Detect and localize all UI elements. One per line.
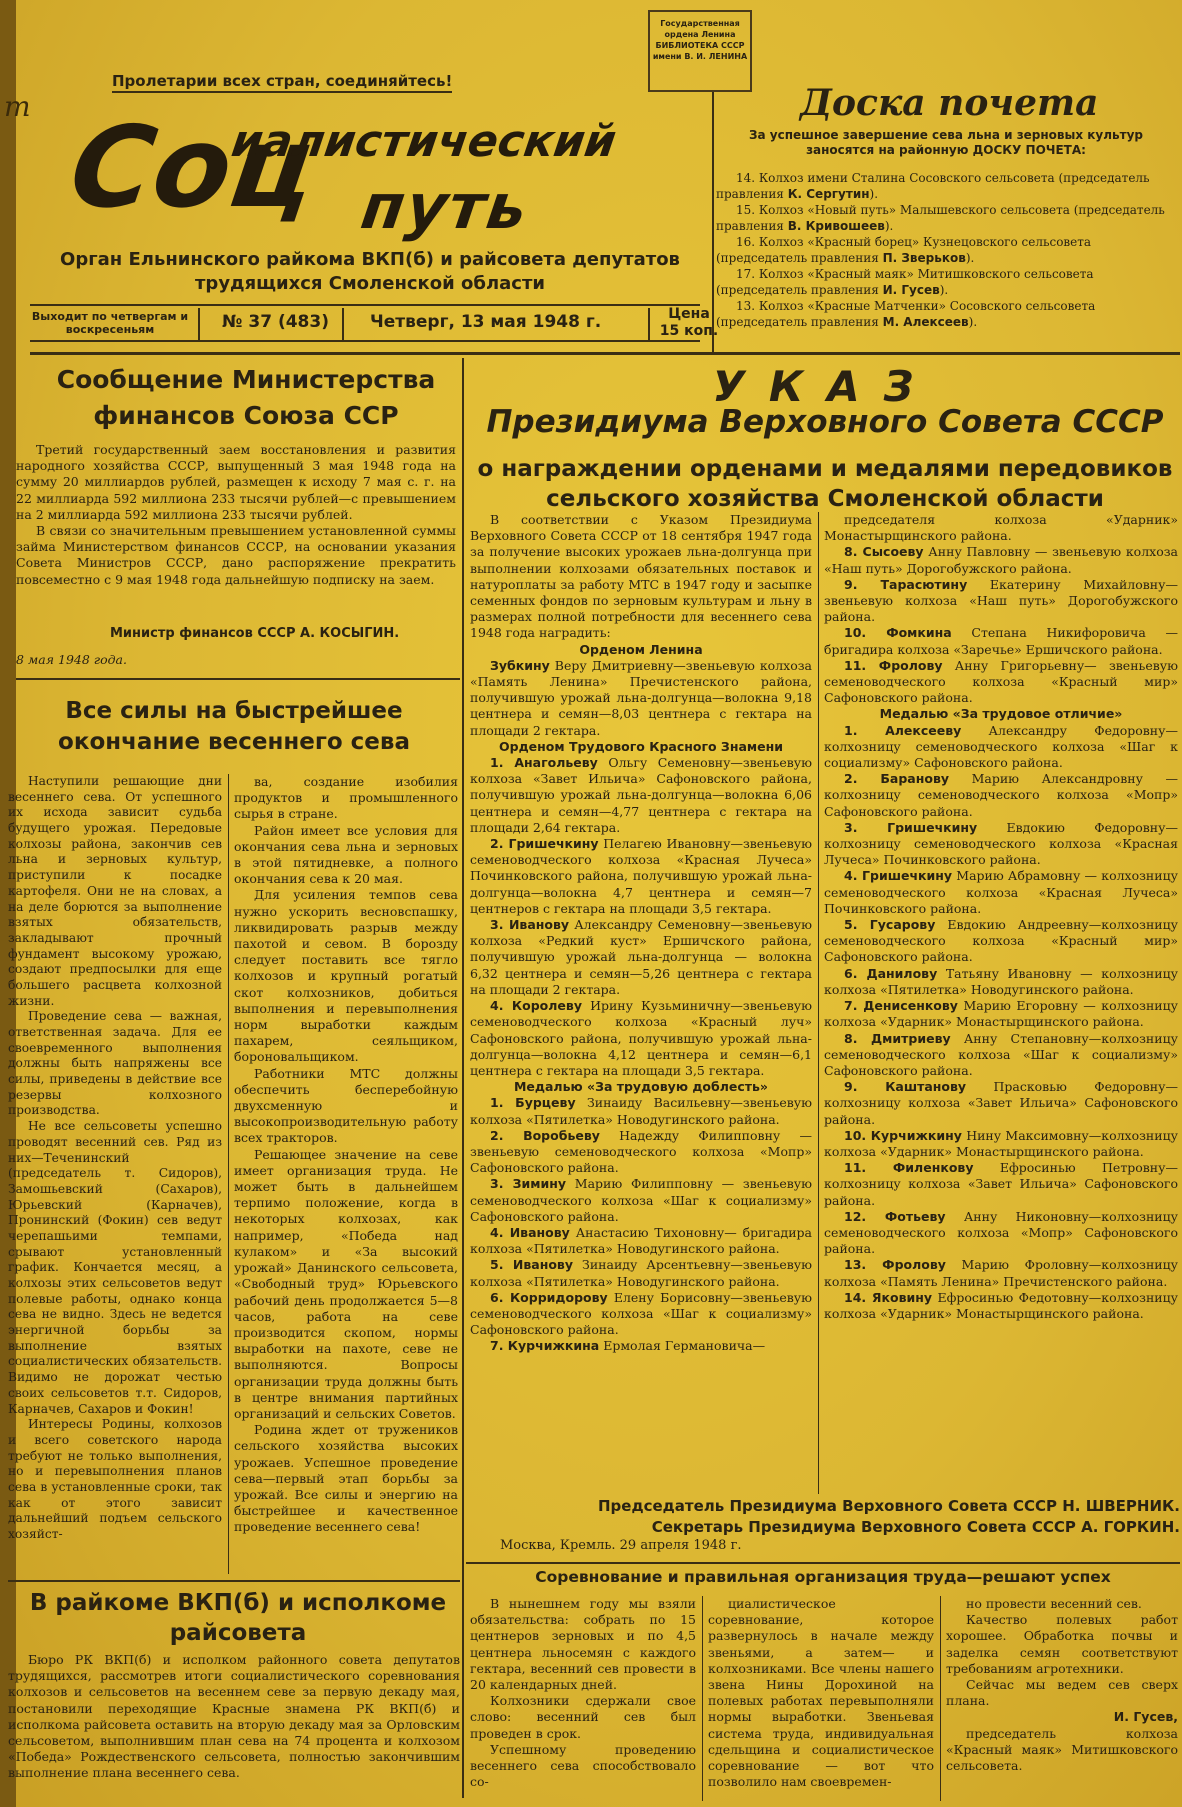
sowing-paragraph: ва, создание изобилия продуктов и промышленного сырья в стране.: [234, 774, 458, 822]
raikom-headline: В райкоме ВКП(б) и исполкоме райсовета: [29, 1590, 447, 1646]
ukaz-column-2: [824, 512, 1178, 1322]
award-entry: 3. Иванову Александру Семеновну—звеньевую колхоза «Редкий куст» Ершичского района, получившую урожай льна-долгунца — волокна 6,32 центнера и семян—5,26 центнера с гектара на площади 2 гектара.: [470, 917, 813, 997]
ukaz-title: УКАЗ: [712, 362, 938, 411]
awardee-name: 12. Фотьеву: [844, 1208, 946, 1224]
award-heading: Медалью «За трудовое отличие»: [879, 706, 1123, 722]
award-entry: 1. Алексееву Александру Федоровну—колхозницу семеноводческого колхоза «Шаг к социализму» Сафоновского района.: [824, 722, 1178, 771]
issue-number: № 37 (483): [222, 312, 329, 332]
chairman-name: И. Гусев: [882, 283, 940, 297]
award-entry: 9. Каштанову Прасковью Федоровну—колхозницу колхоза «Завет Ильича» Сафоновского района.: [824, 1079, 1178, 1127]
library-stamp: Государственная ордена Ленина БИБЛИОТЕКА СССР имени В. И. ЛЕНИНА: [648, 10, 752, 92]
section-divider: [8, 1580, 460, 1582]
sowing-paragraph: Район имеет все условия для окончания сева льна и зерновых в этой пятидневке, а полного окончания сева к 20 мая.: [234, 822, 458, 887]
awardee-name: 8. Дмитриеву: [844, 1030, 951, 1046]
raikom-text: [8, 1652, 460, 1782]
honor-board-title: Доска почета: [800, 82, 1099, 124]
award-entry: 3. Гришечкину Евдокию Федоровну—колхозницу семеноводческого колхоза «Красная Лучеса» Починковского района.: [824, 819, 1178, 868]
awardee-name: 3. Зимину: [490, 1176, 566, 1192]
column-rule: [940, 1596, 941, 1801]
sowing-headline: Все силы на быстрейшее окончание весеннего сева: [58, 698, 410, 755]
award-entry: 4. Гришечкину Марию Абрамовну — колхозницу семеноводческого колхоза «Красная Лучеса» Починковского района.: [824, 868, 1178, 916]
ukaz-place-date: Москва, Кремль. 29 апреля 1948 г.: [500, 1538, 742, 1553]
sowing-paragraph: Работники МТС должны обеспечить бесперебойную двухсменную и высокопроизводительную работу всех тракторов.: [234, 1065, 458, 1146]
ukaz-column-1: [470, 512, 812, 1355]
award-entry: 4. Королеву Ирину Кузьминичну—звеньевую семеноводческого колхоза «Красный луч» Сафоновского района, получившую урожай льна-долгунца—волокна 4,12 центнера и семян—6,1 центнера с гектара на площади 3,5 гектара.: [470, 998, 812, 1078]
award-heading: Орденом Трудового Красного Знамени: [499, 738, 783, 754]
awardee-name: 4. Королеву: [490, 998, 582, 1014]
awardee-name: 4. Иванову: [490, 1224, 570, 1240]
award-entry: 14. Яковину Ефросинью Федотовну—колхозницу колхоза «Ударник» Монастырщинского района.: [824, 1289, 1178, 1321]
award-entry: 4. Иванову Анастасию Тихоновну— бригадира колхоза «Пятилетка» Новодугинского района.: [470, 1224, 812, 1257]
signature-chairman: Председатель Президиума Верховного Совета СССР Н. ШВЕРНИК.: [598, 1497, 1180, 1515]
motto: Пролетарии всех стран, соединяйтесь!: [112, 72, 452, 93]
awardee-name: 10. Фомкина: [844, 625, 952, 641]
awardee-name: 1. Бурцеву: [490, 1095, 576, 1111]
awardee-name: 1. Анагольеву: [490, 755, 598, 771]
awardee-name: 5. Гусарову: [844, 917, 936, 933]
awardee-name: 9. Тарасютину: [844, 576, 968, 592]
award-entry: 10. Курчижкину Нину Максимовну—колхозницу колхоза «Ударник» Монастырщинского района.: [824, 1127, 1178, 1159]
sorev-paragraph: Качество полевых работ хорошее. Обработка почвы и заделка семян соответствуют требованиям агротехники.: [946, 1612, 1178, 1676]
award-entry: 2. Воробьеву Надежду Филипповну — звеньевую семеноводческого колхоза «Мопр» Сафоновского района.: [470, 1127, 812, 1176]
sorev-author-role: председатель колхоза «Красный маяк» Митишковского сельсовета.: [946, 1725, 1178, 1774]
award-entry: 1. Анагольеву Ольгу Семеновну—звеньевую колхоза «Завет Ильича» Сафоновского района, получившую урожай льна-долгунца—волокна 6,06 центнера и семян—4,77 центнера с гектара на площади 2,64 гектара.: [470, 755, 812, 835]
awardee-name: 8. Сысоеву: [844, 544, 924, 560]
sowing-paragraph: Родина ждет от тружеников сельского хозяйства высоких урожаев. Успешное проведение сева—первый этап борьбы за урожай. Все силы и энергию на быстрейшее и качественное проведение весеннего сева!: [234, 1422, 458, 1535]
award-entry: 9. Тарасютину Екатерину Михайловну—звеньевую колхоза «Наш путь» Дорогобужского района.: [824, 576, 1178, 625]
award-entry: 11. Фролову Анну Григорьевну— звеньевую семеноводческого колхоза «Красный мир» Сафоновского района.: [824, 657, 1178, 706]
award-entry: 3. Зимину Марию Филипповну — звеньевую семеноводческого колхоза «Шаг к социализму» Сафоновского района.: [470, 1176, 812, 1224]
chairman-name: В. Кривошеев: [787, 219, 885, 233]
column-rule: [228, 774, 229, 1574]
awardee-name: 10. Курчижкину: [844, 1127, 962, 1143]
publication-days: Выходит по четвергам и воскресеньям: [31, 310, 189, 336]
award-entry: 7. Курчижкина Ермолая Германовича—: [490, 1338, 766, 1354]
awardee-name: 9. Каштанову: [844, 1079, 967, 1095]
issue-date: Четверг, 13 мая 1948 г.: [370, 312, 602, 332]
honor-entry: 14. Колхоз имени Сталина Сосовского сельсовета (председатель правления К. Сергутин).: [716, 171, 1150, 201]
sorev-paragraph: Колхозники сдержали свое слово: весенний сев был проведен в срок.: [470, 1693, 696, 1741]
awardee-name: 6. Корридорову: [490, 1289, 608, 1305]
award-entry: 10. Фомкина Степана Никифоровича — бригадира колхоза «Заречье» Ершичского района.: [824, 625, 1178, 657]
awardee-name: 3. Иванову: [490, 917, 570, 933]
sorev-paragraph: циалистическое соревнование, которое развернулось в начале между звеньями, а затем— и колхозниками. Все члены нашего звена Нины Дорохиной на полевых работах перевыполняли нормы выработки. Звеньевая система труда, индивидуальная сдельщина и социалистическое соревнование — вот что позволило нам своевремен-: [708, 1596, 934, 1790]
award-heading: Орденом Ленина: [579, 641, 703, 657]
honor-entry: 16. Колхоз «Красный борец» Кузнецовского сельсовета (председатель правления П. Зверьков).: [716, 235, 1092, 265]
sorev-column-3: [946, 1596, 1178, 1774]
awardee-name: 2. Баранову: [844, 771, 950, 787]
award-entry: 6. Данилову Татьяну Ивановну — колхозницу колхоза «Пятилетка» Новодугинского района.: [824, 965, 1178, 997]
ministry-text: [16, 442, 456, 588]
info-separator: [648, 308, 650, 340]
sorev-paragraph: Успешному проведению весеннего сева способствовало со-: [470, 1741, 696, 1790]
column-rule: [702, 1596, 703, 1801]
chairman-name: М. Алексеев: [882, 315, 969, 329]
ukaz-signatures: [480, 1496, 1180, 1538]
award-entry: 6. Корридорову Елену Борисовну—звеньевую семеноводческого колхоза «Шаг к социализму» Сафоновского района.: [470, 1289, 812, 1338]
awardee-name: 14. Яковину: [844, 1289, 933, 1305]
award-entry: 1. Бурцеву Зинаиду Васильевну—звеньевую колхоза «Пятилетка» Новодугинского района.: [470, 1095, 812, 1127]
sowing-column-2: [234, 774, 458, 1536]
main-column-rule: [462, 358, 464, 1798]
ministry-signature: Министр финансов СССР А. КОСЫГИН.: [110, 626, 400, 641]
award-entry: 13. Фролову Марию Фроловну—колхозницу колхоза «Память Ленина» Пречистенского района.: [824, 1257, 1178, 1289]
award-entry: председателя колхоза «Ударник» Монастырщинского района.: [824, 512, 1178, 544]
awardee-name: 2. Гришечкину: [490, 836, 599, 852]
awardee-name: 4. Гришечкину: [844, 868, 953, 884]
awardee-name: 11. Филенкову: [844, 1160, 974, 1176]
info-separator: [342, 308, 344, 340]
awardee-name: 7. Курчижкина: [490, 1338, 600, 1354]
award-entry: 8. Сысоеву Анну Павловну — звеньевую колхоза «Наш путь» Дорогобужского района.: [824, 544, 1178, 576]
sorev-column-1: [470, 1596, 696, 1790]
ministry-paragraph: Третий государственный заем восстановления и развития народного хозяйства СССР, выпущенный 3 мая 1948 года на сумму 20 миллиардов рублей, размещен к исходу 7 мая с. г. на 22 миллиарда 592 миллиона 233 тысячи рублей—с превышением на 2 миллиарда 592 миллиона 233 тысячи рублей.: [16, 442, 456, 522]
signature-secretary: Секретарь Президиума Верховного Совета СССР А. ГОРКИН.: [651, 1518, 1180, 1536]
awardee-name: 13. Фролову: [844, 1257, 946, 1273]
masthead-initial: Соц: [62, 103, 324, 233]
column-rule: [818, 512, 819, 1494]
award-entry: 2. Гришечкину Пелагею Ивановну—звеньевую семеноводческого колхоза «Красная Лучеса» Починковского района, получившую урожай льна-долгунца—волокна 4,7 центнера и семян—7 центнеров с гектара на площади 3,5 гектара.: [470, 836, 812, 916]
honor-entry: 13. Колхоз «Красные Матченки» Сосовского сельсовета (председатель правления М. Алексеев).: [716, 299, 1096, 329]
honor-entry: 15. Колхоз «Новый путь» Малышевского сельсовета (председатель правления В. Кривошеев).: [716, 203, 1165, 233]
sorev-paragraph: Сейчас мы ведем сев сверх плана.: [946, 1677, 1178, 1709]
chairman-name: К. Сергутин: [787, 187, 870, 201]
masthead: [62, 103, 652, 254]
organ-line: Орган Ельнинского райкома ВКП(б) и райсовета депутатов трудящихся Смоленской области: [60, 249, 680, 294]
masthead-title-bottom: путь: [356, 170, 534, 243]
award-heading: Медалью «За трудовую доблесть»: [513, 1079, 769, 1095]
sowing-paragraph: Наступили решающие дни весеннего сева. От успешного их исхода зависит судьба будущего урожая. Передовые колхозы района, закончив сев льна и зерновых культур, приступили к посадке картофеля. Они не на словах, а на деле борются за выполнение взятых обязательств, закладывают прочный фундамент высокому урожаю, создают предпосылки для еще большего расцвета колхозной жизни.: [8, 774, 222, 1008]
spine-letter: т: [4, 90, 31, 123]
award-entry: 12. Фотьеву Анну Никоновну—колхозницу семеноводческого колхоза «Мопр» Сафоновского района.: [824, 1208, 1179, 1257]
sowing-paragraph: Решающее значение на севе имеет организация труда. Не может быть в дальнейшем терпимо положение, когда в некоторых колхозах, как например, «Победа над кулаком» и «За высокий урожай» Данинского сельсовета, «Свободный труд» Юрьевского рабочий день продолжается 5—8 часов, работа на севе производится скопом, нормы выработки на пахоте, севе не выполняются. Вопросы организации труда должны быть в центре внимания партийных организаций и сельских Советов.: [234, 1146, 458, 1421]
awardee-name: Зубкину: [490, 657, 550, 673]
awardee-name: 2. Воробьеву: [490, 1127, 600, 1143]
section-divider: [466, 1562, 1180, 1564]
award-entry: Зубкину Веру Дмитриевну—звеньевую колхоза «Память Ленина» Пречистенского района, получившую урожай льна-долгунца—волокна 9,18 центнера и семян—8,03 центнера с гектара на площади 2 гектара.: [470, 657, 812, 738]
sorev-column-2: [708, 1596, 934, 1790]
sowing-paragraph: Интересы Родины, колхозов и всего советского народа требуют не только выполнения, но и перевыполнения планов сева в установленные сроки, так как от этого зависит дальнейший подъем сельского хозяйст-: [8, 1417, 222, 1541]
awardee-name: 6. Данилову: [844, 965, 938, 981]
sorev-author: И. Гусев,: [1113, 1709, 1178, 1725]
awardee-name: 3. Гришечкину: [844, 819, 978, 835]
sorev-headline: Соревнование и правильная организация труда—решают успех: [535, 1568, 1111, 1586]
awardee-name: 11. Фролову: [844, 657, 943, 673]
honor-entry: 17. Колхоз «Красный маяк» Митишковского сельсовета (председатель правления И. Гусев).: [716, 267, 1094, 297]
award-entry: 2. Баранову Марию Александровну — колхозницу семеноводческого колхоза «Мопр» Сафоновского района.: [824, 771, 1178, 819]
ukaz-subtitle-2: о награждении орденами и медалями передовиков сельского хозяйства Смоленской области: [477, 456, 1173, 512]
ministry-headline: Сообщение Министерства финансов Союза ССР: [56, 365, 436, 430]
awardee-name: 7. Денисенкову: [844, 998, 958, 1014]
sorev-paragraph: но провести весенний сев.: [966, 1596, 1142, 1611]
issue-info-bar: [30, 304, 719, 342]
sowing-paragraph: Не все сельсоветы успешно проводят весенний сев. Ряд из них—Теченинский (председатель т. Сидоров), Замошьевский (Сахаров), Юрьевский (Карначев), Пронинский (Фокин) сев ведут черепашьими темпами, срывают установленный график. Кончается месяц, а колхозы этих сельсоветов ведут полевые работы, однако конца сева не видно. Здесь не ведется энергичной борьбы за выполнение взятых социалистических обязательств. Видимо не дорожат честью своих сельсоветов т.т. Сидоров, Карначев, Сахаров и Фокин!: [8, 1119, 222, 1416]
masthead-title-rest: иалистический: [228, 116, 620, 167]
issue-price: Цена 15 коп.: [659, 306, 719, 339]
sowing-paragraph: Для усиления темпов сева нужно ускорить весновспашку, ликвидировать разрыв между пахотой и севом. В борозду следует поставить все тягло колхозов и крупный рогатый скот колхозников, добиться выполнения и перевыполнения норм выработки каждым пахарем, сеяльщиком, бороновальщиком.: [234, 887, 458, 1065]
award-entry: 11. Филенкову Ефросинью Петровну—колхозницу колхоза «Завет Ильича» Сафоновского района.: [824, 1160, 1178, 1208]
sorev-paragraph: В нынешнем году мы взяли обязательства: собрать по 15 центнеров зерновых и по 4,5 центнера льносемян с каждого гектара, весенний сев провести в 20 календарных дней.: [470, 1596, 696, 1693]
award-entry: 5. Иванову Зинаиду Арсентьевну—звеньевую колхоза «Пятилетка» Новодугинского района.: [470, 1257, 812, 1289]
ministry-date: 8 мая 1948 года.: [16, 652, 127, 667]
chairman-name: П. Зверьков: [882, 251, 966, 265]
honor-board-intro: За успешное завершение сева льна и зерновых культур заносятся на районную ДОСКУ ПОЧЕТА:: [748, 128, 1143, 157]
section-divider: [16, 678, 460, 680]
raikom-paragraph: Бюро РК ВКП(б) и исполком районного совета депутатов трудящихся, рассмотрев итоги социалистического соревнования колхозов и сельсоветов на весеннем севе за первую декаду мая, постановили переходящие Красные знамена РК ВКП(б) и исполкома райсовета оставить на вторую декаду мая за Орловским сельсоветом, выполнившим план сева на 74 процента и колхозом «Победа» Рождественского сельсовета, полностью закончившим выполнение плана весеннего сева.: [8, 1652, 460, 1781]
main-horizontal-rule: [30, 352, 1180, 355]
sowing-paragraph: Проведение сева — важная, ответственная задача. Для ее своевременного выполнения должны быть напряжены все силы, приведены в действие все резервы колхозного производства.: [8, 1009, 222, 1118]
sowing-column-1: [8, 774, 222, 1543]
info-separator: [198, 308, 200, 340]
ukaz-intro: В соответствии с Указом Президиума Верховного Совета СССР от 18 сентября 1947 года за получение высоких урожаев льна-долгунца при выполнении колхозами обязательных поставок и натуроплаты за работу МТС в 1947 году и засыпке семенных фондов по зерновым культурам и льну в размерах полной потребности для весеннего сева 1948 года наградить:: [470, 512, 812, 641]
awardee-name: 5. Иванову: [490, 1257, 573, 1273]
award-entry: 7. Денисенкову Марию Егоровну — колхозницу колхоза «Ударник» Монастырщинского района.: [824, 998, 1178, 1030]
award-entry: 8. Дмитриеву Анну Степановну—колхозницу семеноводческого колхоза «Шаг к социализму» Сафоновского района.: [824, 1030, 1178, 1078]
ministry-paragraph: В связи со значительным превышением установленной суммы займа Министерством финансов СССР, на основании указания Совета Министров СССР, дано распоряжение прекратить повсеместно с 9 мая 1948 года дальнейшую подписку на заем.: [16, 523, 456, 587]
ukaz-subtitle: Президиума Верховного Совета СССР: [486, 404, 1164, 440]
awardee-name: 1. Алексееву: [844, 722, 962, 738]
award-entry: 5. Гусарову Евдокию Андреевну—колхозницу семеноводческого колхоза «Красный мир» Сафоновского района.: [824, 917, 1178, 965]
honor-board-list: [716, 170, 1166, 330]
